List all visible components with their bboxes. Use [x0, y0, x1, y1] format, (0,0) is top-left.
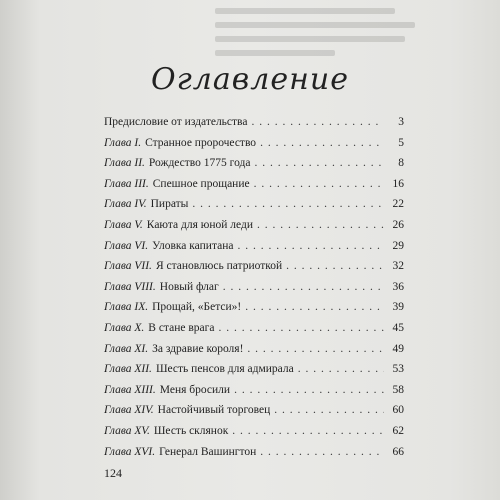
toc-entry-title: Пираты [150, 198, 189, 211]
toc-page-number: 62 [392, 424, 404, 437]
toc-chapter-number: Глава XVI. [104, 445, 156, 458]
toc-entry-title: Странное пророчество [145, 136, 257, 149]
dot-leader [254, 174, 384, 195]
toc-entry-label [104, 153, 250, 174]
toc-chapter-number: Глава VI. [104, 239, 149, 252]
toc-entry [104, 339, 404, 360]
toc-page-number: 22 [392, 198, 404, 211]
toc-entry [104, 400, 404, 421]
toc-entry-title: За здравие короля! [152, 342, 244, 355]
toc-page-number: 36 [392, 280, 404, 293]
toc-entry-title: Спешное прощание [152, 177, 250, 190]
toc-entry-label [104, 400, 270, 421]
toc-entry [104, 256, 404, 277]
toc-entry-title: Новый флаг [159, 280, 219, 293]
dot-leader [223, 277, 384, 298]
dot-leader [218, 318, 384, 339]
toc-chapter-number: Глава VII. [104, 260, 152, 273]
toc-chapter-number: Глава XI. [104, 342, 149, 355]
page-title: Оглавление [151, 62, 349, 97]
toc-entry [104, 215, 404, 236]
toc-chapter-number: Глава VIII. [104, 280, 156, 293]
toc-entry [104, 442, 404, 463]
toc-page-number: 45 [392, 321, 404, 334]
toc-entry-title: Предисловие от издательства [104, 116, 248, 128]
dot-leader [254, 153, 384, 174]
toc-entry-title: Шесть пенсов для адмирала [155, 363, 294, 376]
dot-leader [247, 339, 384, 360]
toc-entry [104, 194, 404, 215]
toc-entry-label [104, 442, 256, 463]
toc-entry-title: Генерал Вашингтон [159, 445, 257, 458]
toc-entry [104, 318, 404, 339]
toc-entry [104, 297, 404, 318]
dot-leader [260, 133, 384, 154]
toc-entry [104, 174, 404, 195]
toc-chapter-number: Глава I. [104, 136, 142, 149]
toc-entry-label [104, 174, 250, 195]
dot-leader [234, 380, 384, 401]
bleed-through-text [215, 0, 415, 60]
toc-page-number: 8 [398, 157, 404, 170]
toc-page-number: 53 [392, 363, 404, 376]
toc-page-number: 32 [392, 260, 404, 273]
toc-page-number: 29 [392, 239, 404, 252]
toc-entry [104, 112, 404, 133]
toc-entry-label [104, 236, 233, 257]
toc-chapter-number: Глава X. [104, 321, 145, 334]
toc-entry [104, 380, 404, 401]
dot-leader [251, 112, 384, 133]
toc-entry-label [104, 112, 247, 133]
toc-entry-title: Прощай, «Бетси»! [152, 301, 242, 314]
toc-page-number: 39 [392, 301, 404, 314]
toc-entry-title: Уловка капитана [152, 239, 234, 252]
toc-entry-label [104, 256, 282, 277]
toc-page-number: 26 [392, 218, 404, 231]
toc-entry-title: Я становлюсь патриоткой [155, 260, 283, 273]
toc-chapter-number: Глава XIV. [104, 404, 154, 417]
dot-leader [298, 359, 384, 380]
toc-page-number: 66 [392, 445, 404, 458]
toc-page-number: 5 [398, 136, 404, 149]
toc-entry-label [104, 277, 219, 298]
toc-chapter-number: Глава XIII. [104, 383, 156, 396]
toc-chapter-number: Глава IX. [104, 301, 149, 314]
toc-entry-label [104, 133, 256, 154]
toc-entry-title: Меня бросили [159, 383, 231, 396]
toc-entry [104, 236, 404, 257]
toc-entry-label [104, 380, 230, 401]
dot-leader [260, 442, 384, 463]
toc-chapter-number: Глава XV. [104, 424, 150, 437]
toc-entry-title: Каюта для юной леди [146, 218, 253, 231]
toc-entry-label [104, 359, 294, 380]
toc-entry [104, 133, 404, 154]
dot-leader [257, 215, 384, 236]
dot-leader [274, 400, 384, 421]
dot-leader [192, 194, 384, 215]
toc-page-number: 16 [392, 177, 404, 190]
toc-chapter-number: Глава II. [104, 157, 145, 170]
dot-leader [286, 256, 384, 277]
toc-page-number: 3 [398, 116, 404, 128]
toc-entry-title: Рождество 1775 года [148, 157, 251, 170]
toc-entry-label [104, 421, 228, 442]
toc-entry-title: Настойчивый торговец [157, 404, 271, 417]
toc-chapter-number: Глава IV. [104, 198, 147, 211]
toc-entry [104, 359, 404, 380]
dot-leader [245, 297, 384, 318]
toc-entry [104, 153, 404, 174]
toc-entry-title: Шесть склянок [153, 424, 229, 437]
dot-leader [232, 421, 384, 442]
toc-chapter-number: Глава XII. [104, 363, 152, 376]
toc-entry-label [104, 339, 243, 360]
toc-page-number: 49 [392, 342, 404, 355]
dot-leader [237, 236, 384, 257]
toc-entry-title: В стане врага [148, 321, 215, 334]
toc-entry-label [104, 297, 241, 318]
toc-entry [104, 277, 404, 298]
table-of-contents [104, 112, 404, 462]
toc-entry [104, 421, 404, 442]
toc-chapter-number: Глава III. [104, 177, 149, 190]
toc-entry-label [104, 194, 188, 215]
page-number: 124 [104, 466, 122, 480]
toc-page-number: 58 [392, 383, 404, 396]
toc-entry-label [104, 318, 214, 339]
toc-chapter-number: Глава V. [104, 218, 143, 231]
toc-entry-label [104, 215, 253, 236]
toc-page-number: 60 [392, 404, 404, 417]
